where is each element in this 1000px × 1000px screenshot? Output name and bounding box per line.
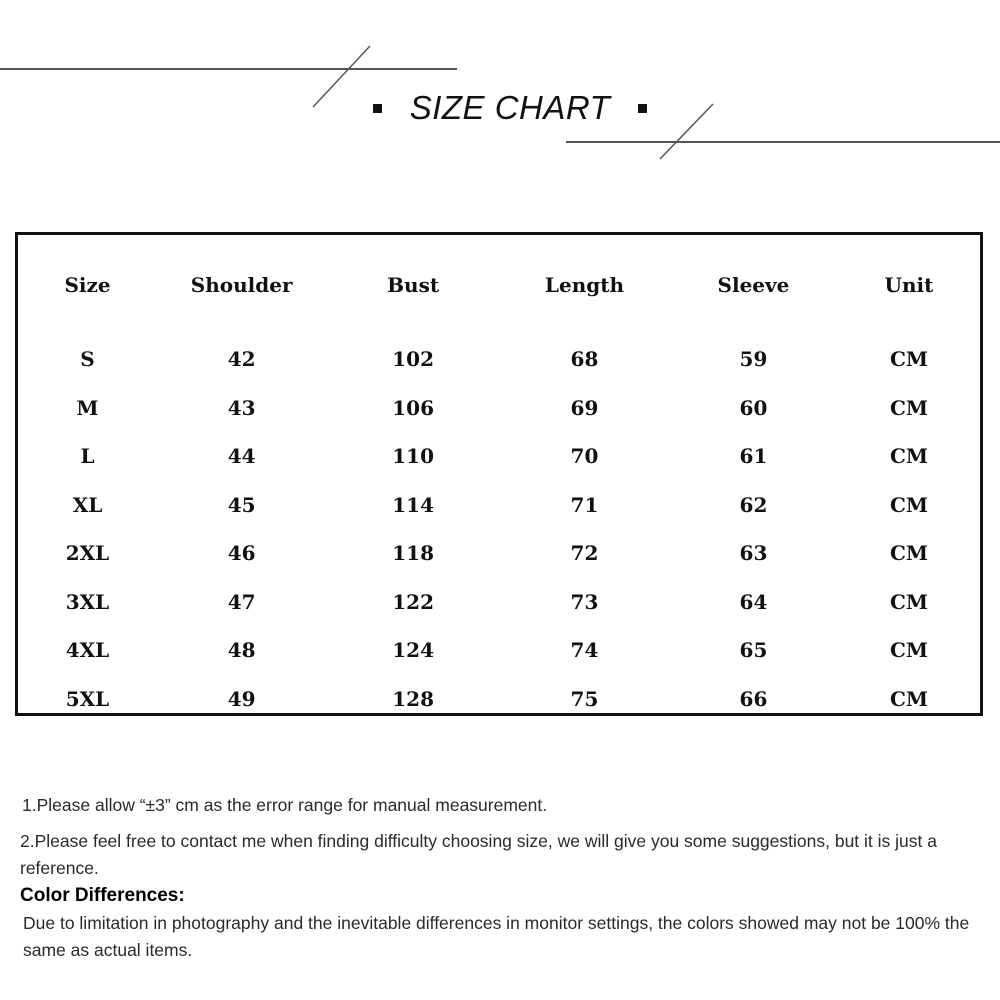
table-row: [18, 529, 980, 578]
cell-size: 2XL: [65, 541, 110, 566]
header-slash-right: [660, 104, 713, 159]
cell-unit: CM: [889, 444, 928, 469]
page-title: [360, 86, 660, 130]
table-row: [18, 578, 980, 627]
cell-unit: CM: [889, 395, 928, 420]
page-title-text: SIZE CHART: [409, 89, 611, 126]
column-header-bust: Bust: [387, 273, 440, 297]
cell-sleeve: 62: [739, 492, 768, 517]
notes-section: [20, 792, 985, 964]
table-row: [18, 335, 980, 384]
cell-shoulder: 48: [227, 638, 256, 663]
cell-size: M: [76, 395, 99, 420]
cell-size: 5XL: [65, 686, 110, 711]
table-row: [18, 481, 980, 530]
table-row: [18, 675, 980, 724]
cell-sleeve: 61: [739, 444, 768, 469]
cell-size: L: [80, 444, 95, 469]
size-table-frame: [15, 232, 983, 716]
note-size-help: 2.Please feel free to contact me when finding difficulty choosing size, we will give you some suggestions, but it is just a reference.: [20, 831, 937, 878]
cell-shoulder: 42: [227, 347, 256, 372]
column-header-size: Size: [64, 273, 111, 297]
cell-sleeve: 60: [739, 395, 768, 420]
cell-length: 74: [570, 638, 599, 663]
cell-length: 68: [570, 347, 599, 372]
cell-length: 71: [570, 492, 599, 517]
column-header-sleeve: Sleeve: [717, 273, 790, 297]
cell-length: 75: [570, 686, 599, 711]
table-row: [18, 384, 980, 433]
cell-bust: 118: [392, 541, 434, 566]
cell-shoulder: 46: [227, 541, 256, 566]
color-differences-text: Due to limitation in photography and the inevitable differences in monitor settings, the colors showed may not be 100% the same as actual items.: [23, 913, 970, 960]
size-table: [18, 235, 980, 723]
note-measurement-error: 1.Please allow “±3” cm as the error range for manual measurement.: [22, 795, 548, 815]
cell-shoulder: 45: [227, 492, 256, 517]
cell-sleeve: 59: [739, 347, 768, 372]
cell-size: XL: [72, 492, 103, 517]
column-header-length: Length: [544, 273, 625, 297]
cell-unit: CM: [889, 638, 928, 663]
cell-size: S: [80, 347, 95, 372]
table-row: [18, 432, 980, 481]
cell-bust: 128: [392, 686, 434, 711]
cell-unit: CM: [889, 589, 928, 614]
cell-sleeve: 64: [739, 589, 768, 614]
cell-sleeve: 65: [739, 638, 768, 663]
cell-bust: 122: [392, 589, 434, 614]
cell-unit: CM: [889, 492, 928, 517]
color-differences-heading: Color Differences:: [20, 885, 185, 906]
cell-shoulder: 47: [227, 589, 256, 614]
cell-length: 69: [570, 395, 599, 420]
cell-length: 73: [570, 589, 599, 614]
cell-bust: 114: [392, 492, 434, 517]
cell-shoulder: 43: [227, 395, 256, 420]
cell-shoulder: 44: [227, 444, 256, 469]
cell-bust: 106: [392, 395, 434, 420]
cell-length: 72: [570, 541, 599, 566]
column-header-unit: Unit: [884, 273, 934, 297]
table-header-row: [18, 235, 980, 335]
cell-length: 70: [570, 444, 599, 469]
cell-sleeve: 63: [739, 541, 768, 566]
table-row: [18, 626, 980, 675]
cell-bust: 110: [392, 444, 434, 469]
title-bullet-left: [373, 104, 382, 113]
cell-sleeve: 66: [739, 686, 768, 711]
cell-unit: CM: [889, 541, 928, 566]
cell-bust: 124: [392, 638, 434, 663]
cell-bust: 102: [392, 347, 434, 372]
cell-size: 4XL: [65, 638, 110, 663]
cell-size: 3XL: [65, 589, 110, 614]
cell-shoulder: 49: [227, 686, 256, 711]
title-bullet-right: [638, 104, 647, 113]
cell-unit: CM: [889, 347, 928, 372]
cell-unit: CM: [889, 686, 928, 711]
column-header-shoulder: Shoulder: [190, 273, 293, 297]
